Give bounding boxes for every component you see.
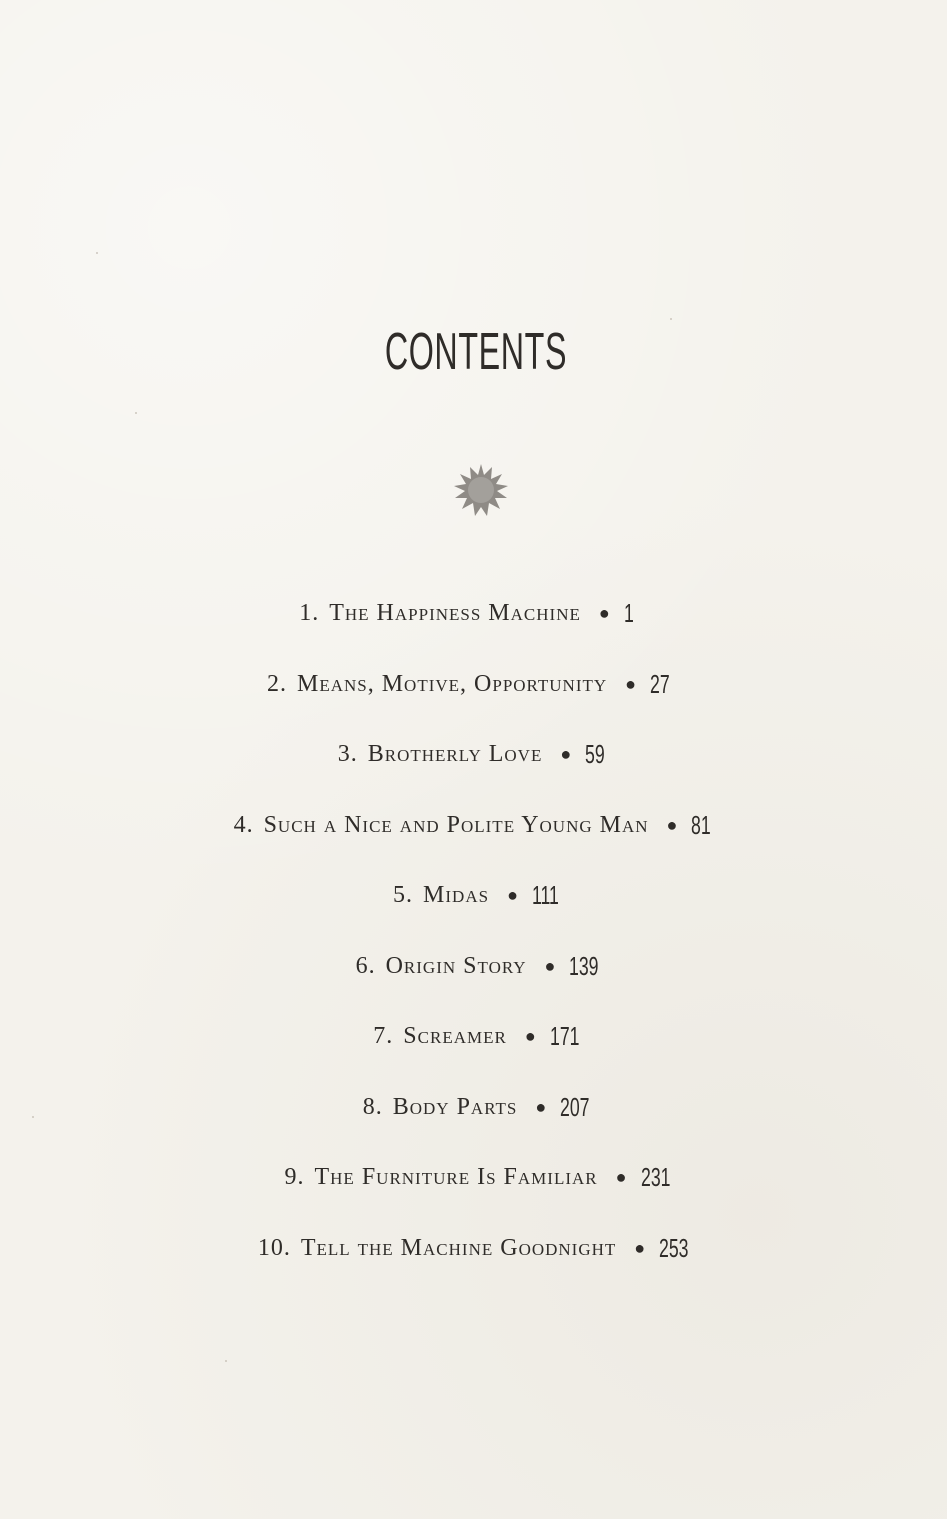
- toc-entry: [0, 661, 947, 732]
- page-number: 27: [650, 668, 670, 699]
- page-number: 207: [560, 1091, 590, 1122]
- bullet-separator: ●: [544, 955, 556, 976]
- chapter-number: 9.: [284, 1164, 305, 1190]
- toc-entry: [0, 943, 947, 1014]
- bullet-separator: ●: [634, 1237, 646, 1258]
- chapter-title: The Furniture Is Familiar: [314, 1164, 598, 1190]
- chapter-number: 4.: [233, 811, 254, 838]
- toc-entry: [0, 731, 947, 802]
- table-of-contents: [0, 590, 947, 1295]
- star-burst-icon: [453, 462, 509, 518]
- chapter-title: Body Parts: [392, 1093, 518, 1120]
- chapter-number: 6.: [355, 952, 376, 979]
- bullet-separator: ●: [625, 673, 637, 694]
- page-number: 171: [549, 1021, 580, 1051]
- chapter-title: Midas: [423, 882, 490, 908]
- paper-speck: [670, 318, 672, 320]
- page-number: 111: [531, 880, 559, 910]
- chapter-number: 3.: [337, 741, 358, 767]
- bullet-separator: ●: [598, 603, 610, 623]
- bullet-separator: ●: [524, 1026, 536, 1046]
- page-number: 59: [585, 739, 605, 769]
- chapter-title: Means, Motive, Opportunity: [296, 670, 608, 697]
- chapter-title: Brotherly Love: [367, 741, 543, 767]
- bullet-separator: ●: [615, 1167, 627, 1187]
- bullet-separator: ●: [535, 1096, 547, 1117]
- toc-entry: [0, 1084, 947, 1155]
- chapter-number: 10.: [257, 1234, 291, 1261]
- paper-speck: [135, 412, 137, 414]
- bullet-separator: ●: [560, 744, 572, 764]
- chapter-number: 7.: [373, 1023, 394, 1049]
- bullet-separator: ●: [507, 885, 518, 905]
- page-number: 231: [640, 1162, 671, 1192]
- page-number: 139: [569, 950, 599, 981]
- chapter-title: The Happiness Machine: [329, 600, 581, 626]
- chapter-title: Origin Story: [385, 952, 527, 979]
- chapter-number: 5.: [393, 882, 414, 908]
- paper-speck: [96, 252, 98, 254]
- chapter-title: Tell the Machine Goodnight: [300, 1234, 617, 1261]
- toc-entry: [0, 1013, 947, 1084]
- toc-entry: [0, 590, 947, 661]
- page-title: CONTENTS: [384, 323, 568, 381]
- chapter-title: Such a Nice and Polite Young Man: [263, 811, 649, 838]
- page-number: 81: [691, 809, 712, 840]
- toc-entry: [0, 802, 947, 873]
- page-number: 253: [659, 1232, 689, 1263]
- chapter-title: Screamer: [403, 1023, 507, 1049]
- chapter-number: 2.: [266, 670, 287, 697]
- paper-speck: [225, 1360, 227, 1362]
- chapter-number: 1.: [299, 600, 320, 626]
- page-number: 1: [623, 598, 634, 628]
- toc-entry: [0, 1154, 947, 1225]
- chapter-number: 8.: [362, 1093, 383, 1120]
- toc-entry: [0, 872, 947, 943]
- bullet-separator: ●: [666, 814, 678, 835]
- toc-entry: [0, 1225, 947, 1296]
